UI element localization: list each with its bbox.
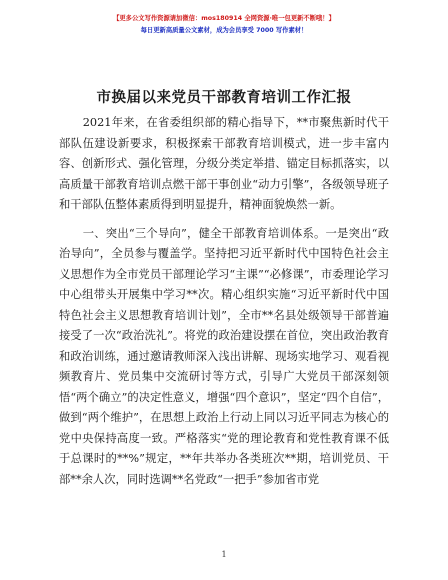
document-title: 市换届以来党员干部教育培训工作汇报 xyxy=(96,90,352,106)
promo-banner xyxy=(40,14,408,35)
promo-banner-line-1: 【更多公文写作资源请加微信：mos180914 全网资源·唯一包更新不断哦！】 xyxy=(113,15,335,22)
paragraph-intro: 2021年来，在省委组织部的精心指导下，**市聚焦新时代干部队伍建设新要求，积极探索干部教育培训模式，进一步丰富内容、创新形式、强化管理，分级分类定举措、锚定目标抓落实，以高质量干部教育培训点燃干部干事创业“动力引擎”，各级领导班子和干部队伍整体素质得到明显提升，精神面貌焕然一新。 xyxy=(59,116,389,211)
document-body xyxy=(59,113,389,490)
promo-banner-line-2: 每日更新高质量公文素材，成为会员享受 7000 写作素材！ xyxy=(140,27,308,34)
page-number: 1 xyxy=(221,550,227,559)
paragraph-section-1: 一、突出“三个导向”，健全干部教育培训体系。一是突出“政治导向”，全员参与覆盖学。坚持把习近平新时代中国特色社会主义思想作为全市党员干部理论学习“主课”“必修课”，市委理论学习中心组带头开展集中学习**次。精心组织实施“习近平新时代中国特色社会主义思想教育培训计划”，全市**名县处级领导干部普遍接受了一次“政治洗礼”。将党的政治建设摆在首位，突出政治教育和政治训练，通过邀请教师深入浅出讲解、现场实地学习、观看视频教育片、党员集中交流研讨等方式，引导广大党员干部深刻领悟“两个确立”的决定性意义，增强“四个意识”，坚定“四个自信”，做到“两个维护”，在思想上政治上行动上同以习近平同志为核心的党中央保持高度一致。严格落实“党的理论教育和党性教育课不低于总课时的**%”规定，**年共举办各类班次**期，培训党员、干部**余人次，同时选调**名党政“一把手”参加省市党 xyxy=(59,226,389,486)
